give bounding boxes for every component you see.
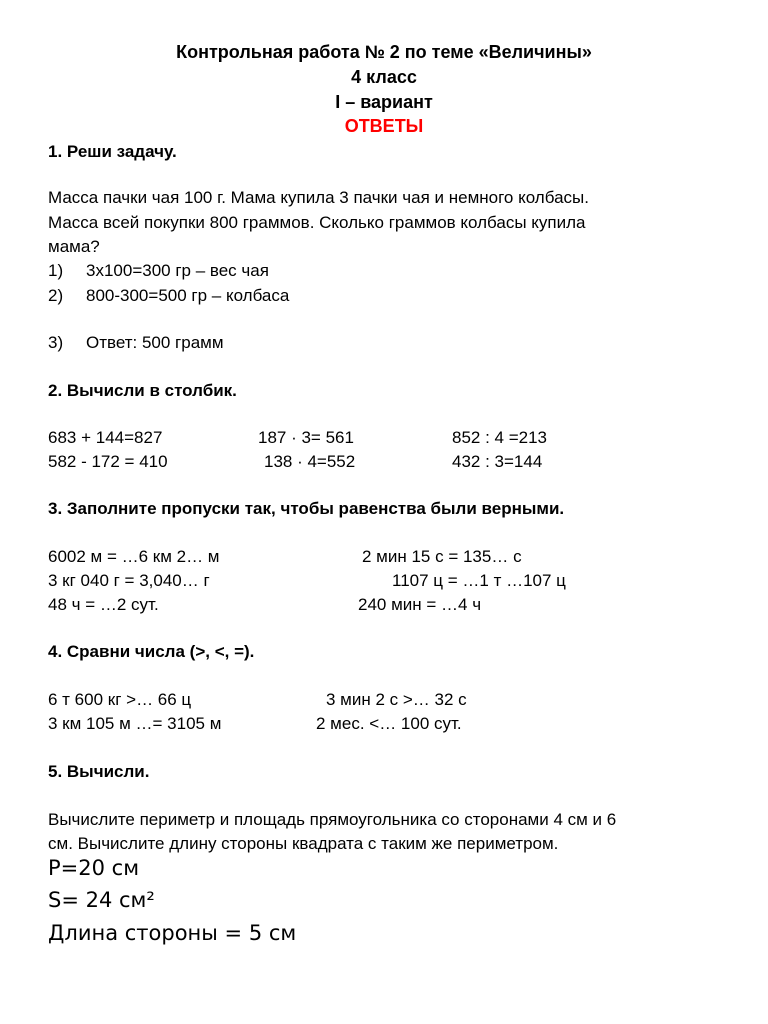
task1-problem-line: мама? [48,237,100,256]
comparison: 3 мин 2 с >… 32 с [326,690,467,709]
fill-gap-equation: 2 мин 15 с = 135… с [362,547,522,566]
task1-heading: 1. Реши задачу. [48,142,177,161]
column-calc: 683 + 144=827 [48,428,163,447]
task1-problem-line: Масса всей покупки 800 граммов. Сколько граммов колбасы купила [48,213,586,232]
column-calc: 582 - 172 = 410 [48,452,168,471]
fill-gap-equation: 1107 ц = …1 т …107 ц [392,571,566,590]
fill-gap-equation: 240 мин = …4 ч [358,595,482,614]
step-text: Ответ: 500 грамм [86,333,224,352]
task1-step [48,261,269,281]
answers-label: ОТВЕТЫ [344,116,424,136]
comparison: 6 т 600 кг >… 66 ц [48,690,192,709]
task3-heading: 3. Заполните пропуски так, чтобы равенства были верными. [48,499,565,518]
worksheet-title: Контрольная работа № 2 по теме «Величины» [176,42,592,62]
fill-gap-equation: 3 кг 040 г = 3,040… г [48,571,210,590]
column-calc: 852 : 4 =213 [452,428,548,447]
step-text: 3х100=300 гр – вес чая [86,261,269,280]
task1-step [48,333,224,353]
square-side-answer: Длина стороны = 5 см [48,921,297,945]
step-text: 800-300=500 гр – колбаса [86,286,290,305]
comparison: 3 км 105 м …= 3105 м [48,714,222,733]
step-number: 1) [48,261,64,280]
task5-heading: 5. Вычисли. [48,762,150,781]
task5-problem-line: Вычислите периметр и площадь прямоугольника со сторонами 4 см и 6 [48,810,617,829]
task1-step [48,286,289,306]
column-calc: 187 · 3= 561 [258,428,354,447]
comparison: 2 мес. <… 100 сут. [316,714,462,733]
fill-gap-equation: 6002 м = …6 км 2… м [48,547,220,566]
task1-problem-line: Масса пачки чая 100 г. Мама купила 3 пачки чая и немного колбасы. [48,188,589,207]
column-calc: 138 · 4=552 [264,452,356,471]
perimeter-answer: P=20 см [48,856,140,880]
task2-heading: 2. Вычисли в столбик. [48,381,237,400]
task5-problem-line: см. Вычислите длину стороны квадрата с таким же периметром. [48,834,559,853]
task4-heading: 4. Сравни числа (>, <, =). [48,642,255,661]
grade-label: 4 класс [351,67,417,87]
fill-gap-equation: 48 ч = …2 сут. [48,595,159,614]
step-number: 2) [48,286,64,305]
column-calc: 432 : 3=144 [452,452,543,471]
step-number: 3) [48,333,64,352]
variant-label: I – вариант [335,92,433,112]
area-answer: S= 24 см² [48,888,155,912]
